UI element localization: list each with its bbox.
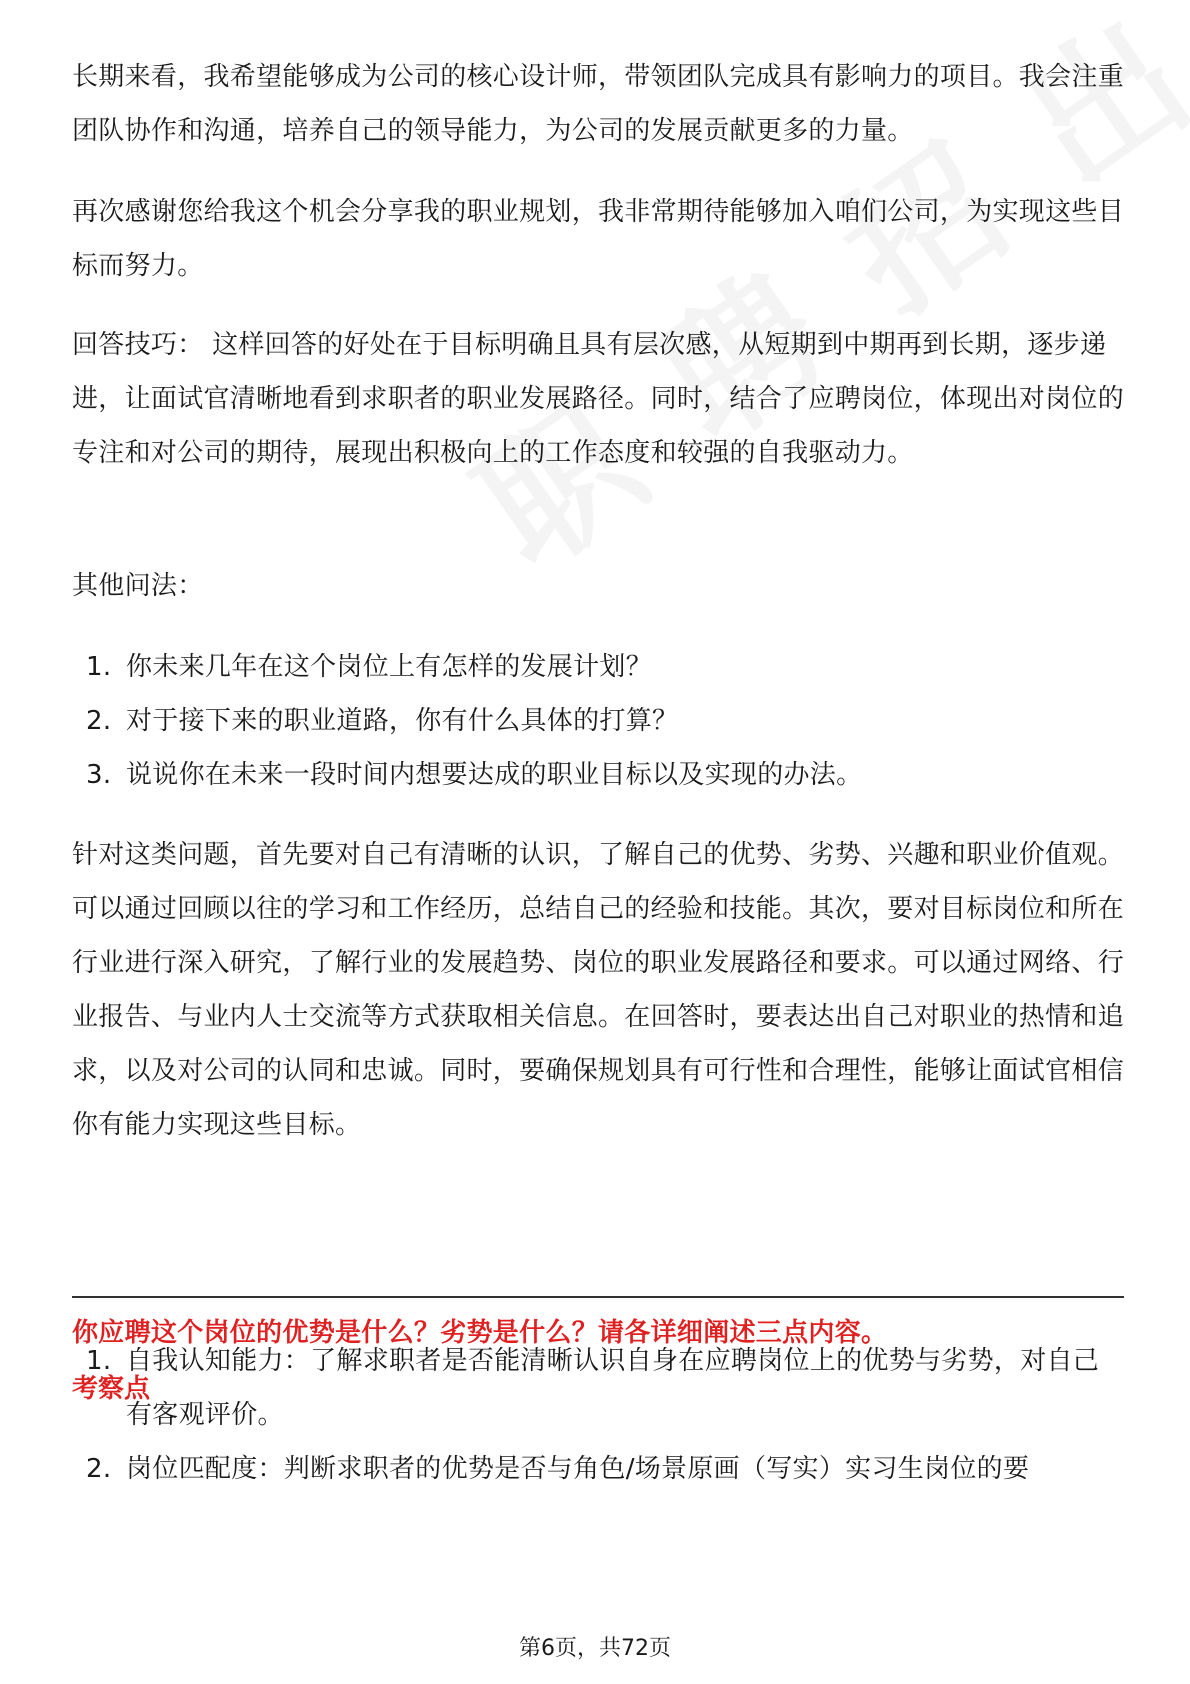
paragraph-answer-tips: 回答技巧： 这样回答的好处在于目标明确且具有层次感，从短期到中期再到长期，逐步递进，让面试官清晰地看到求职者的职业发展路径。同时，结合了应聘岗位，体现出对岗位的专注和对公司的期待，展现出积极向上的工作态度和较强的自我驱动力。 [72,330,1125,468]
list-item-text: 说说你在未来一段时间内想要达成的职业目标以及实现的办法。 [126,760,863,790]
list-item [72,694,1124,748]
list-item-number: 2. [86,706,112,736]
assessment-points-list [72,1334,1124,1496]
list-item-text: 自我认知能力：了解求职者是否能清晰认识自身在应聘岗位上的优势与劣势，对自己有客观评价。 [126,1346,1100,1430]
list-item [72,1334,1124,1442]
list-item-text: 你未来几年在这个岗位上有怎样的发展计划？ [126,652,653,682]
list-item-number: 2. [86,1454,112,1484]
paragraph-thanks: 再次感谢您给我这个机会分享我的职业规划，我非常期待能够加入咱们公司，为实现这些目标而努力。 [72,197,1125,281]
document-page [72,0,1124,1684]
list-item [72,640,1124,694]
section-label: 考察点 [72,1374,151,1404]
paragraph-advice: 针对这类问题，首先要对自己有清晰的认识，了解自己的优势、劣势、兴趣和职业价值观。可以通过回顾以往的学习和工作经历，总结自己的经验和技能。其次，要对目标岗位和所在行业进行深入研究，了解行业的发展趋势、岗位的职业发展路径和要求。可以通过网络、行业报告、与业内人士交流等方式获取相关信息。在回答时，要表达出自己对职业的热情和追求，以及对公司的认同和忠诚。同时，要确保规划具有可行性和合理性，能够让面试官相信你有能力实现这些目标。 [72,840,1125,1140]
section-divider [72,1296,1124,1298]
list-item-number: 1. [86,1346,112,1376]
list-item-text: 对于接下来的职业道路，你有什么具体的打算？ [126,706,679,736]
question-title: 你应聘这个岗位的优势是什么？劣势是什么？请各详细阐述三点内容。 [72,1318,888,1348]
list-item [72,1442,1124,1496]
list-item [72,748,1124,802]
list-item-number: 1. [86,652,112,682]
page-number: 第6页，共72页 [519,1636,671,1661]
paragraph-long-term: 长期来看，我希望能够成为公司的核心设计师，带领团队完成具有影响力的项目。我会注重团队协作和沟通，培养自己的领导能力，为公司的发展贡献更多的力量。 [72,62,1125,146]
list-item-number: 3. [86,760,112,790]
list-item-text: 岗位匹配度：判断求职者的优势是否与角色/场景原画（写实）实习生岗位的要 [126,1454,1030,1484]
other-questions-list [72,640,1124,802]
paragraph-other-asks: 其他问法： [72,571,204,601]
